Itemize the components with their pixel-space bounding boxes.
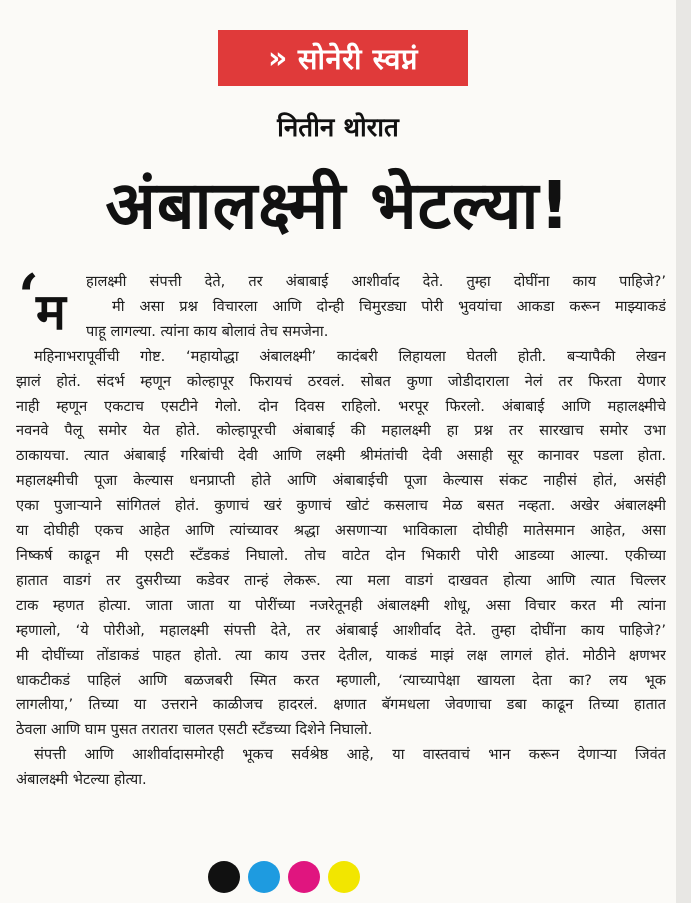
article-line: महालक्ष्मीची पूजा केल्यास धनप्राप्ती होते आणि अंबाबाईची पूजा केल्यास संकट नाहीसं होतं, असंही — [16, 472, 666, 490]
cyan-dot — [248, 861, 280, 893]
article-line: महिनाभरापूर्वीची गोष्ट. ‘महायोद्धा अंबालक्ष्मी’ कादंबरी लिहायला घेतली होती. बऱ्यापैकी लेखन — [34, 347, 666, 365]
article-line: म्हणालो, ‘ये पोरीओ, महालक्ष्मी संपत्ती देते, तर अंबाबाई आशीर्वाद देते. तुम्हा दोघींना काय पाहिजे?’ — [16, 621, 666, 639]
print-registration-marks — [208, 861, 360, 893]
article-body — [16, 270, 666, 793]
article-line: मी दोघींच्या तोंडाकडं पाहत होतो. त्या काय उत्तर देतील, याकडं माझं लक्ष लागलं होतं. मोठीने क्षणभर — [16, 646, 666, 664]
magenta-dot — [288, 861, 320, 893]
article-line: ठाकायचा. त्यात अंबाबाई गरिबांची देवी आणि लक्ष्मी श्रीमंतांची देवी असाही सूर कानावर पडला होता. — [16, 447, 666, 465]
article-line: अंबालक्ष्मी भेटल्या होत्या. — [16, 771, 147, 789]
page-edge — [676, 0, 691, 903]
article-line: लागलीया,’ तिच्या या उत्तराने काळीजच हादरलं. क्षणात बॅगमधला जेवणाचा डबा काढून तिच्या हातात — [16, 696, 666, 714]
article-line: हालक्ष्मी संपत्ती देते, तर अंबाबाई आशीर्वाद देते. तुम्हा दोघींना काय पाहिजे?’ — [86, 273, 666, 290]
article-line: हातात वाडगं तर दुसरीच्या कडेवर तान्हं लेकरू. त्या मला वाडगं दाखवत होत्या आणि त्यात चिल्लर — [16, 571, 666, 589]
headline: अंबालक्ष्मी भेटल्या! — [105, 167, 571, 244]
drop-cap-letter: म — [36, 283, 66, 341]
article-line: एका पुजाऱ्याने सांगितलं होतं. कुणाचं खरं कुणाचं खोटं कसलाच मेळ बसत नव्हता. अखेर अंबालक्ष्मी — [16, 497, 666, 515]
section-label: सोनेरी स्वप्नं — [297, 41, 418, 76]
article-line: पाहू लागल्या. त्यांना काय बोलावं तेच समजेना. — [86, 322, 329, 340]
yellow-dot — [328, 861, 360, 893]
article-line: नवनवे पैलू समोर येत होते. कोल्हापूरची अंबाबाई की महालक्ष्मी हा प्रश्न तर सारखाच समोर उभा — [16, 422, 666, 440]
article-line: धाकटीकडं पाहिलं आणि बळजबरी स्मित करत म्हणाली, ‘त्याच्यापेक्षा खायला देता का? लय भूक — [16, 671, 666, 689]
section-tag — [218, 30, 468, 86]
article-line: मी असा प्रश्न विचारला आणि दोन्ही चिमुरड्या पोरी भुवयांचा आकडा करून माझ्याकडं — [112, 297, 666, 315]
article-line: टाक म्हणत होत्या. जाता जाता या पोरींच्या नजरेतूनही अंबालक्ष्मी शोधू, असा विचार करत मी त्यांना — [16, 596, 666, 614]
article-line: नाही म्हणून एकटाच एसटीने गेलो. दोन दिवस राहिलो. भरपूर फिरलो. अंबाबाई आणि महालक्ष्मीचे — [16, 397, 666, 415]
black-dot — [208, 861, 240, 893]
article-line: संपत्ती आणि आशीर्वादासमोरही भूकच सर्वश्रेष्ठ आहे, या वास्तवाचं भान करून देणाऱ्या जिवंत — [34, 746, 666, 764]
article-line: या दोघीही एकच आहेत आणि त्यांच्यावर श्रद्धा असणाऱ्या भाविकाला दोघीही मातेसमान आहेत, असा — [16, 522, 666, 540]
author-byline: नितीन थोरात — [277, 113, 399, 143]
chevron-icon: » — [268, 40, 288, 76]
article-line: निष्कर्ष काढून मी एसटी स्टँडकडं निघालो. तोच वाटेत दोन भिकारी पोरी आडव्या आल्या. एकीच्या — [16, 546, 666, 564]
article-line: झालं होतं. संदर्भ म्हणून कोल्हापूर फिरायचं ठरवलं. सोबत कुणा जोडीदाराला नेलं तर फिरता येणार — [16, 372, 666, 390]
article-line: ठेवला आणि घाम पुसत तरातरा चालत एसटी स्टँडच्या दिशेने निघालो. — [16, 721, 373, 739]
opening-quote: ‘ — [18, 262, 39, 332]
